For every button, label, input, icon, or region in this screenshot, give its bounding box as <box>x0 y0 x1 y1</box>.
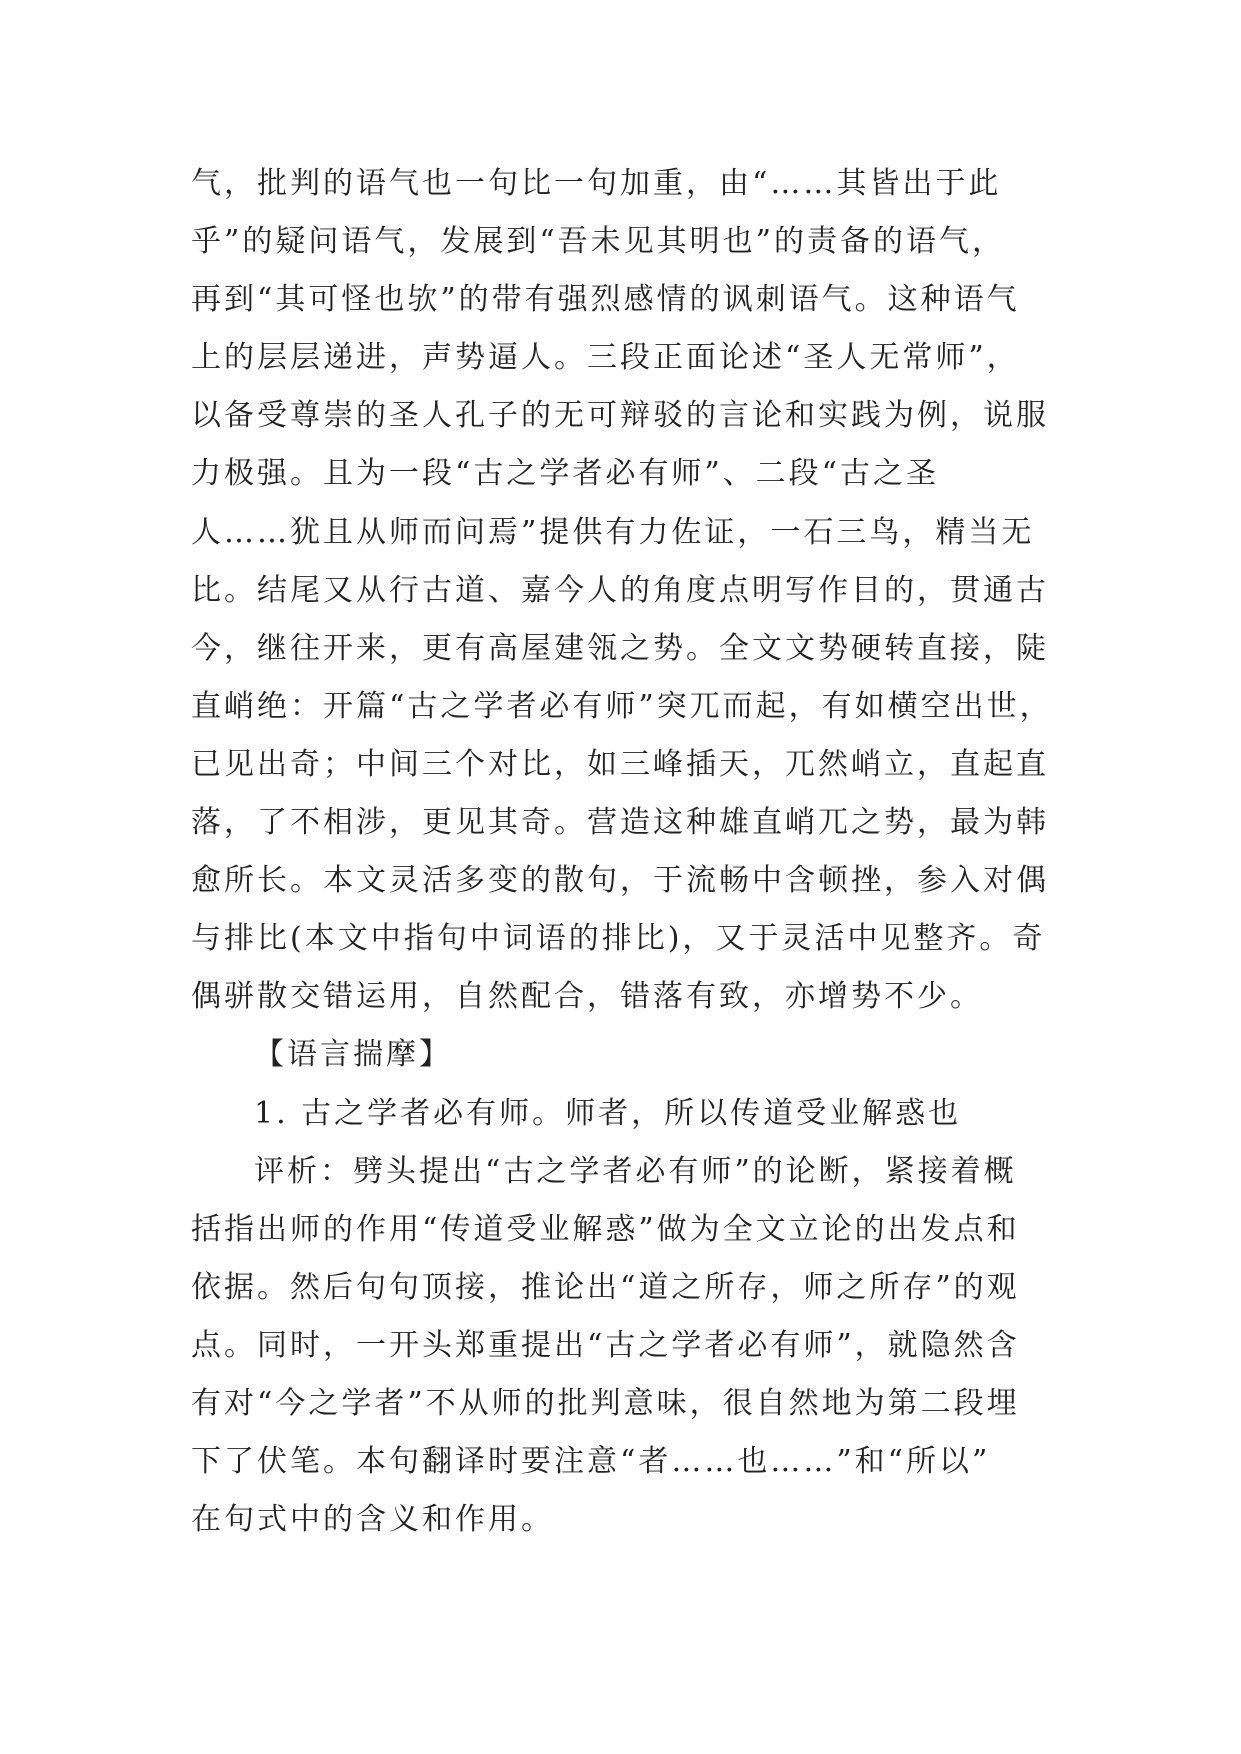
text-line: 下了伏笔。本句翻译时要注意“者……也……”和“所以” <box>191 1444 991 1480</box>
text-line: 括指出师的作用“传道受业解惑”做为全文立论的出发点和 <box>191 1211 1020 1247</box>
text-line: 在句式中的含义和作用。 <box>191 1502 554 1538</box>
text-line: 依据。然后句句顶接，推论出“道之所存，师之所存”的观 <box>191 1269 1020 1305</box>
text-line: 愈所长。本文灵活多变的散句，于流畅中含顿挫，参入对偶 <box>191 863 1049 899</box>
document-body <box>191 155 1071 1549</box>
text-line: 落，了不相涉，更见其奇。营造这种雄直峭兀之势，最为韩 <box>191 805 1049 841</box>
text-line: 乎”的疑问语气，发展到“吾未见其明也”的责备的语气， <box>191 224 1006 260</box>
text-line: 再到“其可怪也欤”的带有强烈感情的讽刺语气。这种语气 <box>191 282 1020 318</box>
text-line: 人……犹且从师而问焉”提供有力佐证，一石三鸟，精当无 <box>191 514 1035 550</box>
text-line: 气，批判的语气也一句比一句加重，由“……其皆出于此 <box>191 166 1002 201</box>
text-line: 以备受尊崇的圣人孔子的无可辩驳的言论和实践为例，说服 <box>191 398 1049 434</box>
text-line: 【语言揣摩】 <box>254 1037 452 1073</box>
text-line: 比。结尾又从行古道、嘉今人的角度点明写作目的，贯通古 <box>191 572 1049 608</box>
text-line: 有对“今之学者”不从师的批判意味，很自然地为第二段埋 <box>191 1385 1020 1421</box>
text-line: 直峭绝：开篇“古之学者必有师”突兀而起，有如横空出世， <box>191 688 1053 724</box>
text-line: 偶骈散交错运用，自然配合，错落有致，亦增势不少。 <box>191 979 983 1015</box>
text-line: 1. 古之学者必有师。师者，所以传道受业解惑也 <box>254 1095 962 1131</box>
text-line: 力极强。且为一段“古之学者必有师”、二段“古之圣 <box>191 456 940 492</box>
text-line: 上的层层递进，声势逼人。三段正面论述“圣人无常师”， <box>191 340 1020 376</box>
text-line: 今，继往开来，更有高屋建瓴之势。全文文势硬转直接，陡 <box>191 630 1049 666</box>
text-line: 已见出奇；中间三个对比，如三峰插天，兀然峭立，直起直 <box>191 746 1049 782</box>
text-line: 点。同时，一开头郑重提出“古之学者必有师”，就隐然含 <box>191 1327 1020 1363</box>
text-line: 与排比(本文中指句中词语的排比)，又于灵活中见整齐。奇 <box>191 921 1046 957</box>
text-line: 评析：劈头提出“古之学者必有师”的论断，紧接着概 <box>254 1153 1017 1189</box>
